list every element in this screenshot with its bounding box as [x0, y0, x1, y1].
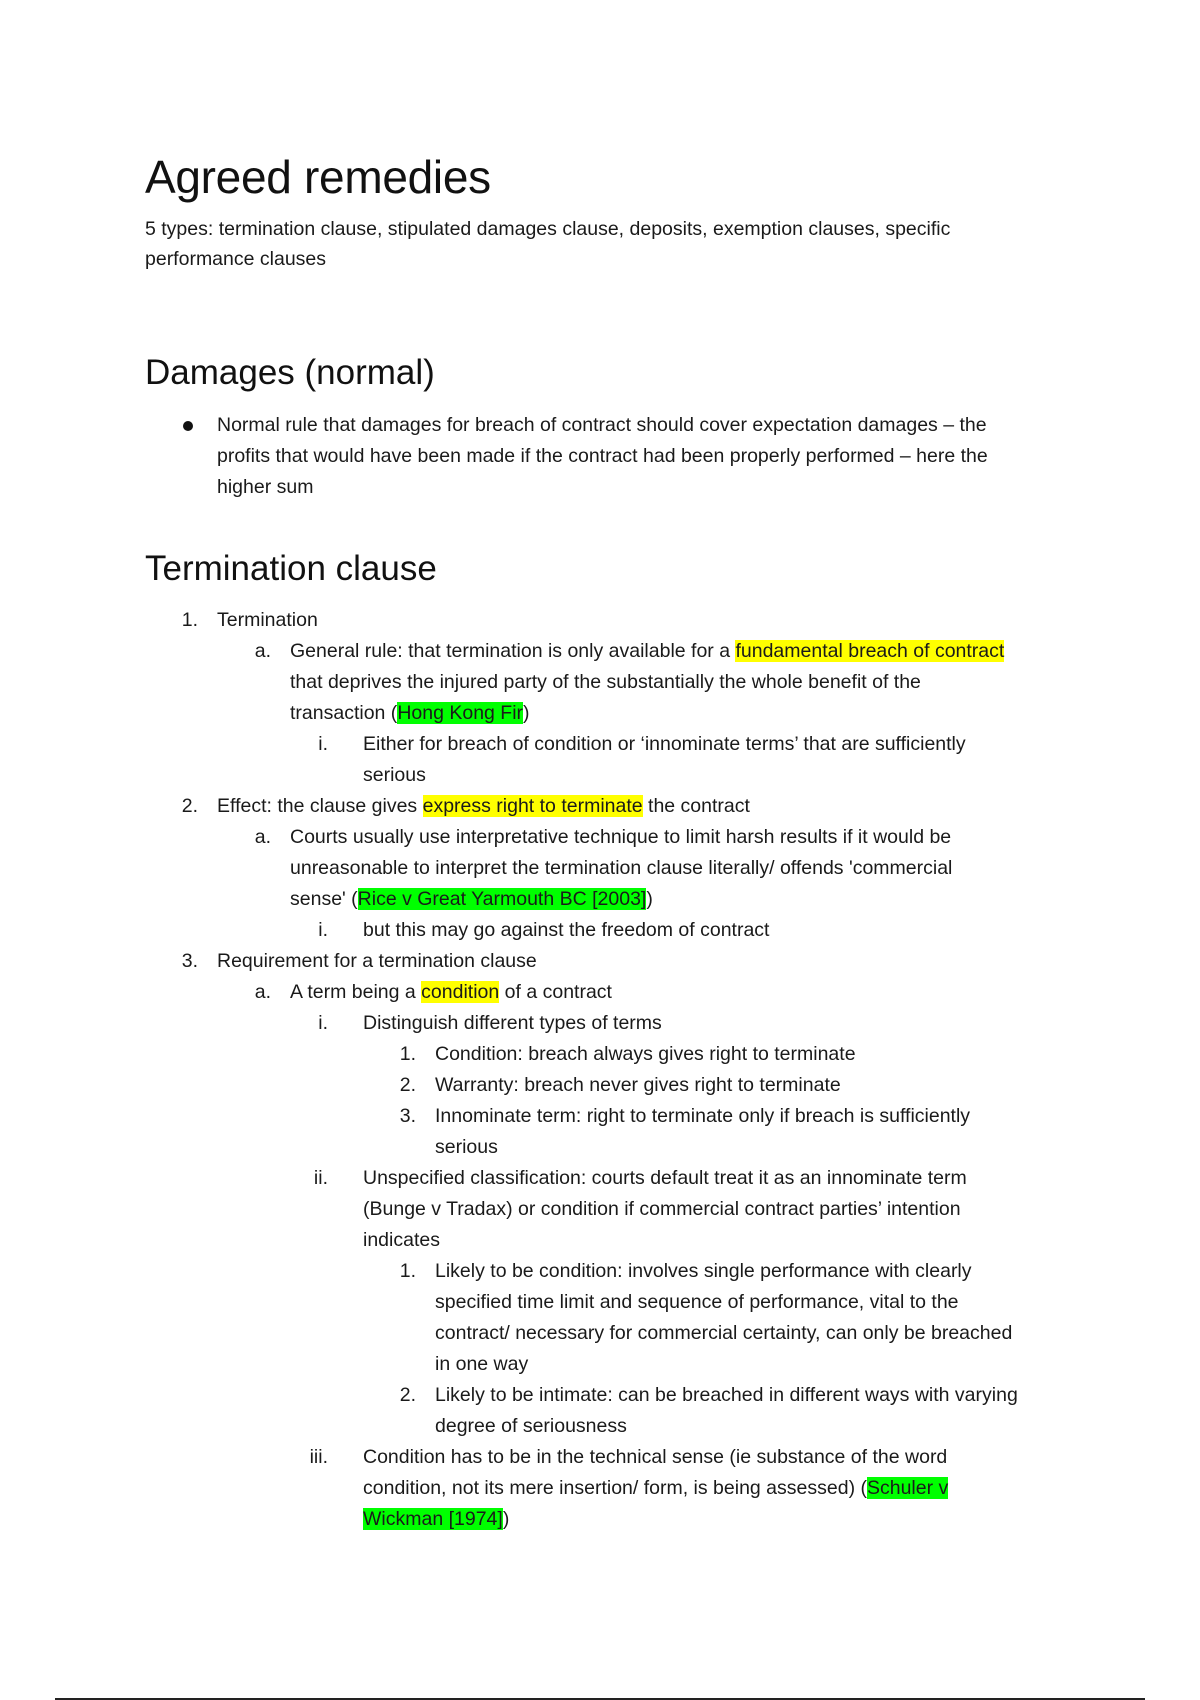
- highlight-yellow: condition: [421, 981, 500, 1003]
- list-marker: i.: [318, 919, 328, 941]
- list-item-courts-line-3: [290, 884, 653, 915]
- list-marker: a.: [254, 640, 271, 662]
- list-item-warranty: Warranty: breach never gives right to terminate: [435, 1074, 841, 1096]
- list-item-unspecified-line-2: (Bunge v Tradax) or condition if commercial contract parties’ intention: [363, 1198, 961, 1220]
- list-item-either-line-2: serious: [363, 764, 426, 786]
- list-item-courts-line-2: unreasonable to interpret the termination clause literally/ offends 'commercial: [290, 857, 953, 879]
- list-item-freedom: but this may go against the freedom of contract: [363, 919, 770, 941]
- highlight-yellow: fundamental breach of contract: [735, 640, 1005, 662]
- list-item-either: Either for breach of condition or ‘innominate terms’ that are sufficiently: [363, 733, 966, 755]
- list-item-likely-intimate: Likely to be intimate: can be breached in different ways with varying: [435, 1384, 1018, 1406]
- list-marker: i.: [318, 733, 328, 755]
- termination-heading: Termination clause: [145, 549, 437, 588]
- highlight-yellow: express right to terminate: [422, 795, 643, 817]
- bullet-icon: [183, 421, 193, 431]
- list-item-innominate-line-2: serious: [435, 1136, 498, 1158]
- text-run: General rule: that termination is only available for a: [290, 640, 736, 662]
- list-item-general-rule-line-2: that deprives the injured party of the substantially the whole benefit of the: [290, 671, 921, 693]
- text-run: condition, not its mere insertion/ form, is being assessed) (: [363, 1477, 867, 1499]
- list-marker: 2.: [181, 795, 198, 817]
- damages-bullet-line-3: higher sum: [217, 476, 314, 498]
- list-item-condition: Condition: breach always gives right to terminate: [435, 1043, 856, 1065]
- text-run: ): [523, 702, 530, 724]
- list-item-technical: Condition has to be in the technical sense (ie substance of the word: [363, 1446, 948, 1468]
- case-highlight: Rice v Great Yarmouth BC [2003]: [357, 888, 647, 910]
- list-marker: iii.: [309, 1446, 328, 1468]
- case-highlight: Hong Kong Fir: [397, 702, 524, 724]
- list-item-term: [290, 977, 612, 1008]
- list-marker: 1.: [399, 1043, 416, 1065]
- case-highlight: Wickman [1974]: [363, 1508, 503, 1530]
- list-marker: 3.: [181, 950, 198, 972]
- list-item-effect: [217, 791, 750, 822]
- list-item-likely-condition-line-3: contract/ necessary for commercial certainty, can only be breached: [435, 1322, 1013, 1344]
- text-run: ): [502, 1508, 510, 1530]
- list-item-likely-condition-line-4: in one way: [435, 1353, 529, 1375]
- list-item-likely-condition-line-2: specified time limit and sequence of performance, vital to the: [435, 1291, 959, 1313]
- text-run: ): [646, 888, 653, 910]
- list-marker: a.: [254, 981, 271, 1003]
- list-item-technical-line-2: [363, 1473, 948, 1504]
- list-item-general-rule: [290, 636, 1004, 667]
- damages-heading: Damages (normal): [145, 353, 435, 392]
- list-marker: a.: [254, 826, 271, 848]
- list-item-technical-line-3: [363, 1504, 509, 1535]
- intro-line-2: performance clauses: [145, 248, 327, 270]
- text-run: A term being a: [290, 981, 422, 1003]
- list-item-courts: Courts usually use interpretative technique to limit harsh results if it would be: [290, 826, 952, 848]
- list-marker: i.: [318, 1012, 328, 1034]
- text-run: Effect: the clause gives: [217, 795, 423, 817]
- text-run: the contract: [642, 795, 750, 817]
- list-item-innominate: Innominate term: right to terminate only if breach is sufficiently: [435, 1105, 971, 1127]
- list-item-unspecified: Unspecified classification: courts default treat it as an innominate term: [363, 1167, 967, 1189]
- text-run: transaction (: [290, 702, 398, 724]
- list-marker: 1.: [399, 1260, 416, 1282]
- case-highlight: Schuler v: [866, 1477, 949, 1499]
- damages-bullet-line-2: profits that would have been made if the contract had been properly performed – here the: [217, 445, 988, 467]
- list-marker: 2.: [399, 1074, 416, 1096]
- list-marker: 3.: [399, 1105, 416, 1127]
- list-item-requirement: Requirement for a termination clause: [217, 950, 537, 972]
- damages-bullet-line-1: Normal rule that damages for breach of contract should cover expectation damages – the: [217, 414, 987, 436]
- list-item-distinguish: Distinguish different types of terms: [363, 1012, 662, 1034]
- list-item-likely-intimate-line-2: degree of seriousness: [435, 1415, 627, 1437]
- list-item-termination: Termination: [217, 609, 318, 631]
- list-item-unspecified-line-3: indicates: [363, 1229, 440, 1251]
- text-run: sense' (: [290, 888, 358, 910]
- list-marker: 1.: [181, 609, 198, 631]
- list-marker: ii.: [313, 1167, 328, 1189]
- list-item-likely-condition: Likely to be condition: involves single performance with clearly: [435, 1260, 972, 1282]
- list-item-general-rule-line-3: [290, 698, 530, 729]
- intro-line-1: 5 types: termination clause, stipulated damages clause, deposits, exemption clauses, specific: [145, 218, 951, 240]
- text-run: of a contract: [499, 981, 612, 1003]
- list-marker: 2.: [399, 1384, 416, 1406]
- page-title: Agreed remedies: [145, 151, 491, 203]
